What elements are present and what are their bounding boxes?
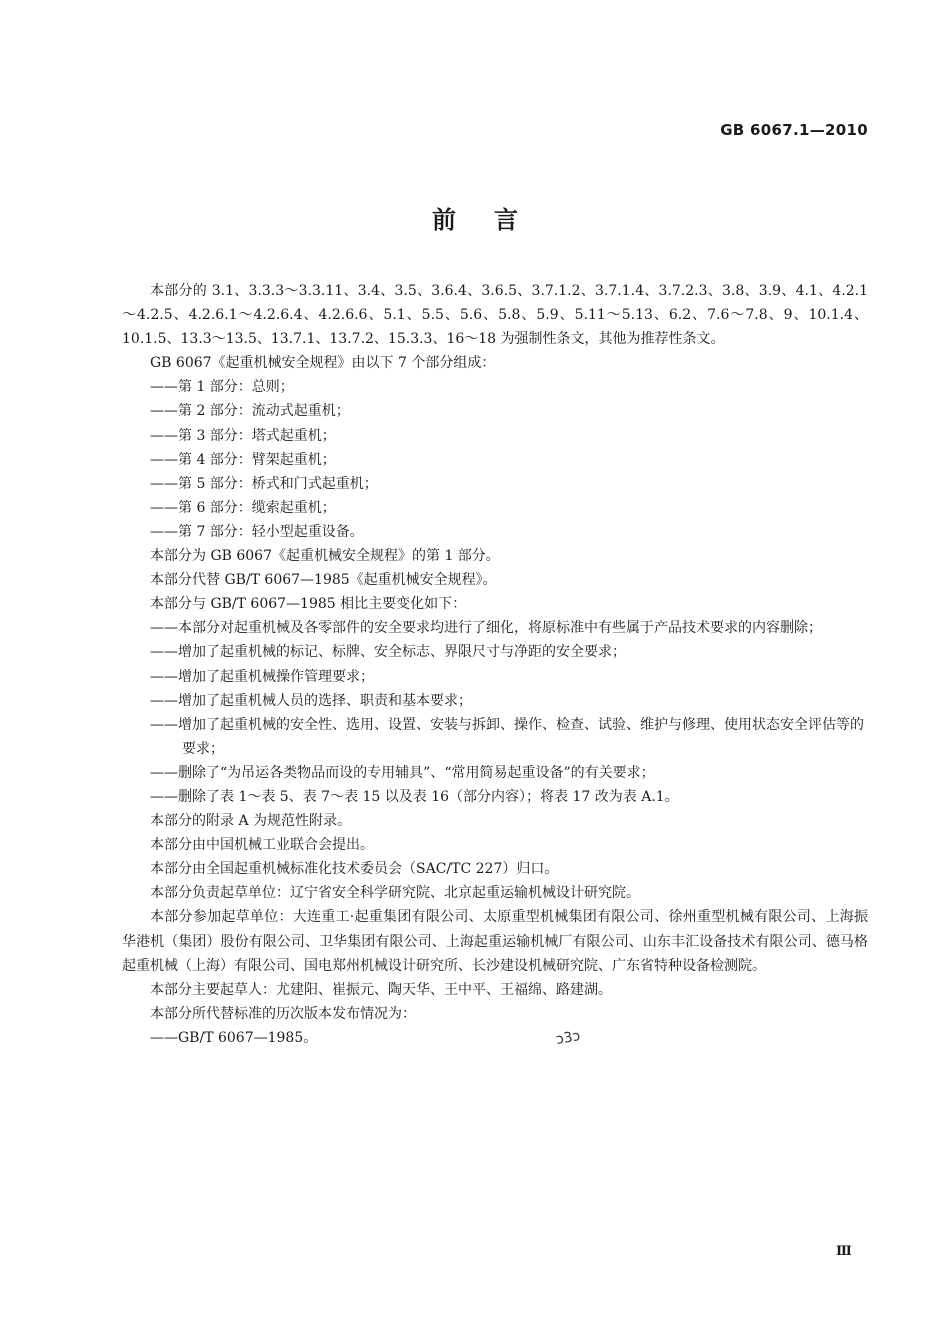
list-item-change: ——增加了起重机械的安全性、选用、设置、安装与拆卸、操作、检查、试验、维护与修理、使用状态安全评估等的要求； (150, 716, 864, 757)
paragraph-main-drafters: 本部分主要起草人：尤建阳、崔振元、陶天华、王中平、王福绵、路建湖。 (150, 981, 612, 998)
standard-number: GB 6067.1—2010 (720, 121, 868, 139)
paragraph-annex: 本部分的附录 A 为规范性附录。 (150, 813, 352, 830)
list-item-part: ——第 5 部分：桥式和门式起重机； (150, 475, 378, 492)
page-number: Ⅲ (836, 1244, 852, 1259)
paragraph-committee: 本部分由全国起重机械标准化技术委员会（SAC/TC 227）归口。 (150, 861, 559, 878)
paragraph-participating-drafters: 本部分参加起草单位：大连重工·起重集团有限公司、太原重型机械集团有限公司、徐州重型机械有限公司、上海振华港机（集团）股份有限公司、卫华集团有限公司、上海起重运输机械厂有限公司、山东丰汇设备技术有限公司、德马格起重机械（上海）有限公司、国电郑州机械设计研究所、长沙建设机械研究院、广东省特种设备检测院。 (122, 909, 868, 974)
list-item-change: ——增加了起重机械人员的选择、职责和基本要求； (150, 692, 472, 709)
paragraph-part-number: 本部分为 GB 6067《起重机械安全规程》的第 1 部分。 (150, 548, 500, 565)
list-item-change: ——删除了“为吊运各类物品而设的专用辅具”、“常用简易起重设备”的有关要求； (150, 764, 655, 781)
handwritten-mark: ↄ3ↄ (554, 1028, 582, 1048)
paragraph-replaces: 本部分代替 GB/T 6067—1985《起重机械安全规程》。 (150, 572, 497, 589)
paragraph-changes-intro: 本部分与 GB/T 6067—1985 相比主要变化如下： (150, 596, 467, 613)
page-title: 前言 (432, 206, 556, 234)
list-item-part: ——第 2 部分：流动式起重机； (150, 403, 350, 420)
list-item-part: ——第 1 部分：总则； (150, 379, 294, 396)
list-item-change: ——删除了表 1～表 5、表 7～表 15 以及表 16（部分内容）；将表 17 改为表 A.1。 (150, 788, 679, 805)
list-item-change: ——本部分对起重机械及各零部件的安全要求均进行了细化，将原标准中有些属于产品技术要求的内容删除； (150, 620, 822, 637)
list-item-part: ——第 3 部分：塔式起重机； (150, 427, 336, 444)
list-item-change: ——增加了起重机械操作管理要求； (150, 668, 374, 685)
list-item-part: ——第 7 部分：轻小型起重设备。 (150, 523, 364, 540)
paragraph-lead-drafters: 本部分负责起草单位：辽宁省安全科学研究院、北京起重运输机械设计研究院。 (150, 885, 640, 902)
paragraph-proposer: 本部分由中国机械工业联合会提出。 (150, 837, 374, 854)
paragraph-history-intro: 本部分所代替标准的历次版本发布情况为： (150, 1005, 416, 1022)
paragraph-parts-intro: GB 6067《起重机械安全规程》由以下 7 个部分组成： (150, 355, 496, 372)
list-item-change: ——增加了起重机械的标记、标牌、安全标志、界限尺寸与净距的安全要求； (150, 644, 626, 661)
list-item-part: ——第 4 部分：臂架起重机； (150, 451, 336, 468)
foreword-body (122, 279, 868, 1050)
paragraph-mandatory-clauses: 本部分的 3.1、3.3.3～3.3.11、3.4、3.5、3.6.4、3.6.5、3.7.1.2、3.7.1.4、3.7.2.3、3.8、3.9、4.1、4.2.1～4.2.5、4.2.6.1～4.2.6.4、4.2.6.6、5.1、5.5、5.6、5.8、5.9、5.11～5.13、6.2、7.6～7.8、9、10.1.4、10.1.5、13.3～13.5、13.7.1、13.7.2、15.3.3、16～18 为强制性条文，其他为推荐性条文。 (122, 283, 868, 348)
list-item-part: ——第 6 部分：缆索起重机； (150, 499, 336, 516)
list-item-history: ——GB/T 6067—1985。 (150, 1029, 318, 1046)
